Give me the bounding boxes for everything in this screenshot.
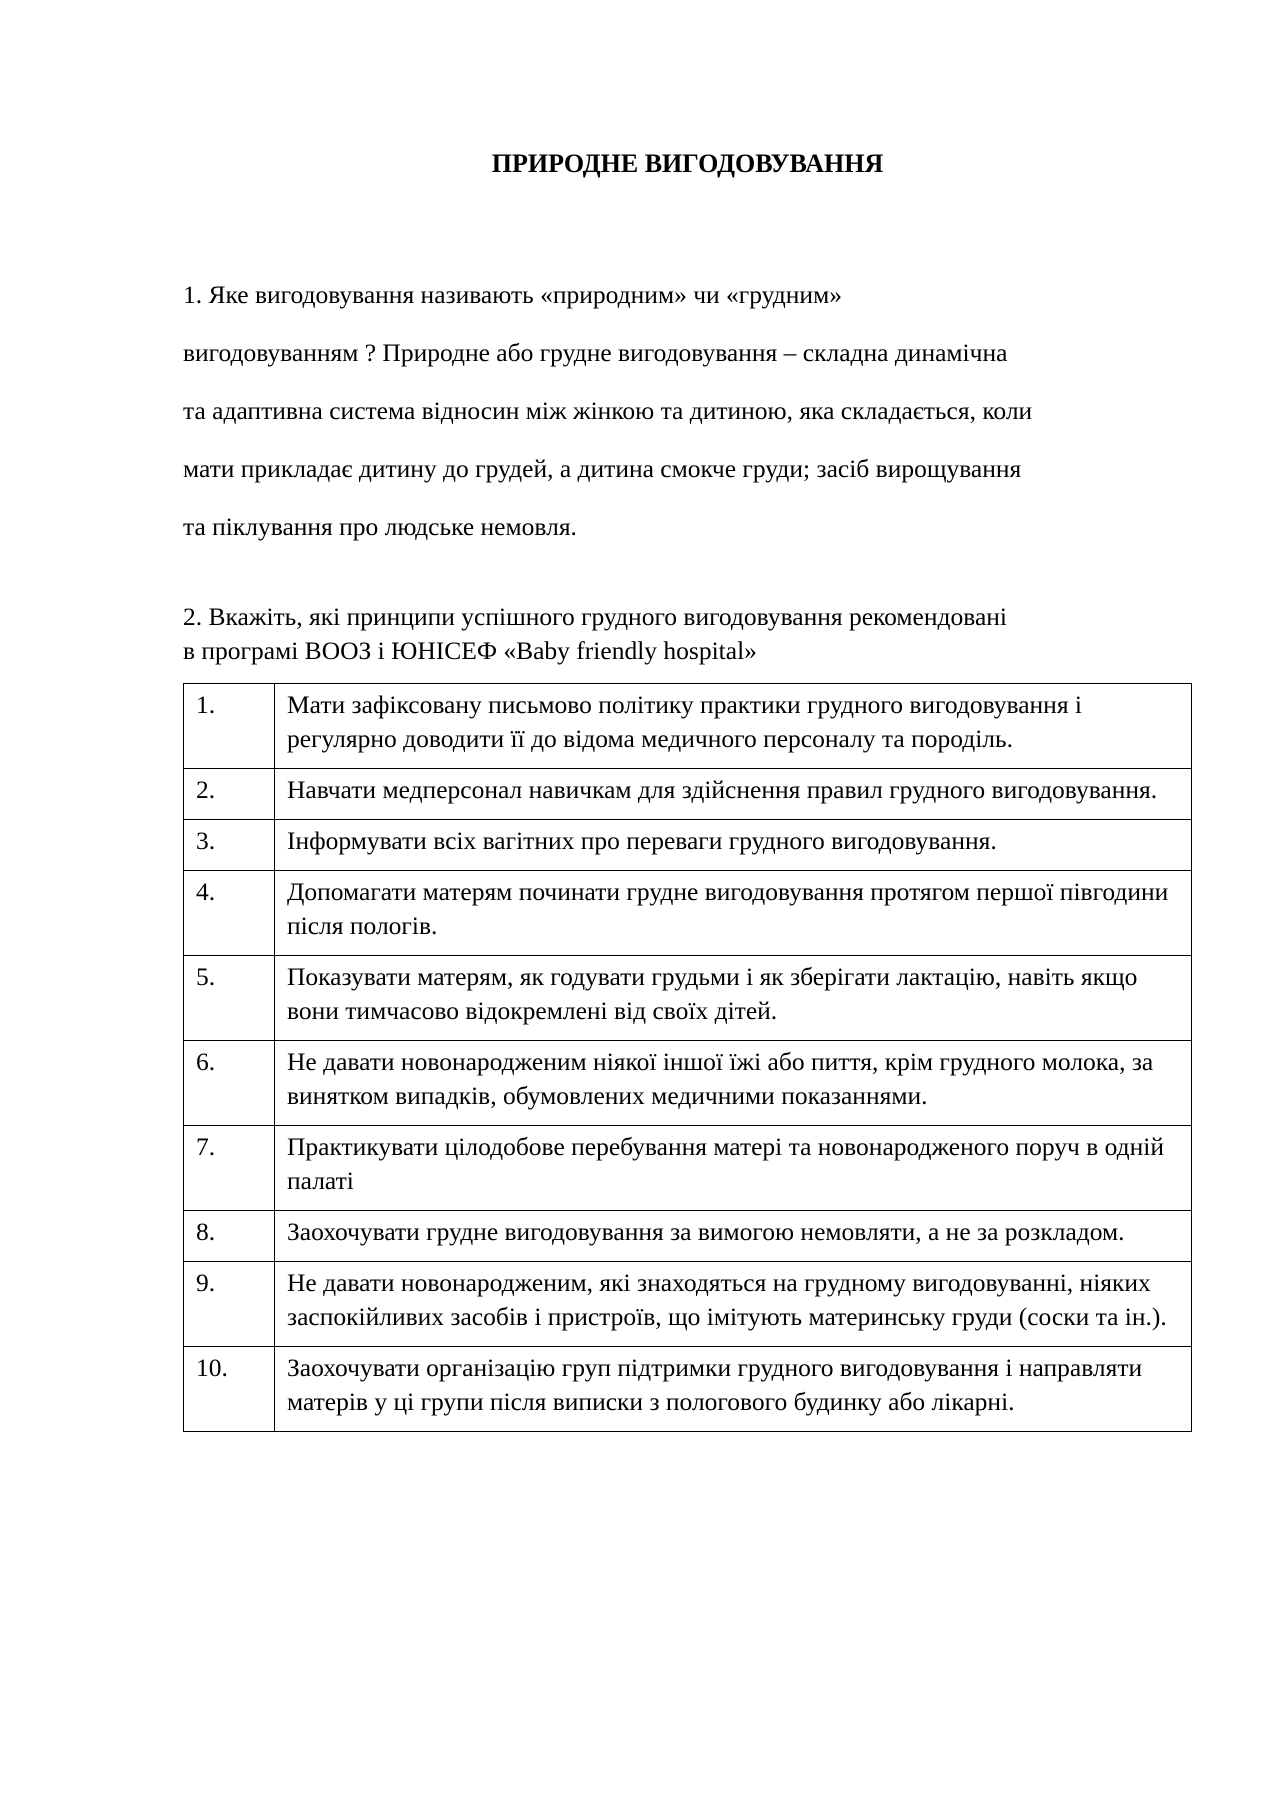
principle-text: Допомагати матерям починати грудне вигодовування протягом першої півгодини після пологів. (275, 871, 1192, 956)
principle-number: 3. (184, 820, 275, 871)
page-title: ПРИРОДНЕ ВИГОДОВУВАННЯ (491, 149, 884, 178)
table-row (184, 684, 1192, 769)
table-row (184, 956, 1192, 1041)
question-1-line: та піклування про людське немовля. (183, 512, 577, 541)
table-row (184, 1041, 1192, 1126)
principle-text: Заохочувати організацію груп підтримки грудного вигодовування і направляти матерів у ці групи після виписки з пологового будинку або лікарні. (275, 1347, 1192, 1432)
principle-text: Не давати новонародженим ніякої іншої їжі або пиття, крім грудного молока, за винятком випадків, обумовлених медичними показаннями. (275, 1041, 1192, 1126)
principle-number: 5. (184, 956, 275, 1041)
principle-text: Інформувати всіх вагітних про переваги грудного вигодовування. (275, 820, 1192, 871)
question-1-line: вигодовуванням ? Природне або грудне вигодовування – складна динамічна (183, 338, 1008, 367)
question-1-line: 1. Яке вигодовування називають «природним» чи «грудним» (183, 280, 842, 309)
question-1 (183, 266, 1193, 556)
table-row (184, 1126, 1192, 1211)
table-row (184, 1347, 1192, 1432)
principle-text: Не давати новонародженим, які знаходяться на грудному вигодовуванні, ніяких заспокійливих засобів і пристроїв, що імітують материнську груди (соски та ін.). (275, 1262, 1192, 1347)
question-2-line: в програмі ВООЗ і ЮНІСЕФ «Baby friendly hospital» (183, 636, 757, 665)
table-row (184, 1262, 1192, 1347)
question-2-line: 2. Вкажіть, які принципи успішного грудного вигодовування рекомендовані (183, 602, 1007, 631)
principle-number: 2. (184, 769, 275, 820)
principle-number: 6. (184, 1041, 275, 1126)
principle-number: 7. (184, 1126, 275, 1211)
principle-text: Практикувати цілодобове перебування матері та новонародженого поруч в одній палаті (275, 1126, 1192, 1211)
principle-number: 8. (184, 1211, 275, 1262)
principle-number: 10. (184, 1347, 275, 1432)
principles-table (183, 683, 1192, 1432)
table-row (184, 1211, 1192, 1262)
table-row (184, 820, 1192, 871)
table-row (184, 871, 1192, 956)
question-1-line: мати прикладає дитину до грудей, а дитина смокче груди; засіб вирощування (183, 454, 1022, 483)
principle-text: Заохочувати грудне вигодовування за вимогою немовляти, а не за розкладом. (275, 1211, 1192, 1262)
principle-text: Показувати матерям, як годувати грудьми і як зберігати лактацію, навіть якщо вони тимчасово відокремлені від своїх дітей. (275, 956, 1192, 1041)
table-row (184, 769, 1192, 820)
principle-number: 9. (184, 1262, 275, 1347)
question-2 (183, 600, 1193, 668)
principle-text: Навчати медперсонал навичкам для здійснення правил грудного вигодовування. (275, 769, 1192, 820)
principle-number: 4. (184, 871, 275, 956)
principle-number: 1. (184, 684, 275, 769)
principle-text: Мати зафіксовану письмово політику практики грудного вигодовування і регулярно доводити її до відома медичного персоналу та породіль. (275, 684, 1192, 769)
question-1-line: та адаптивна система відносин між жінкою та дитиною, яка складається, коли (183, 396, 1033, 425)
